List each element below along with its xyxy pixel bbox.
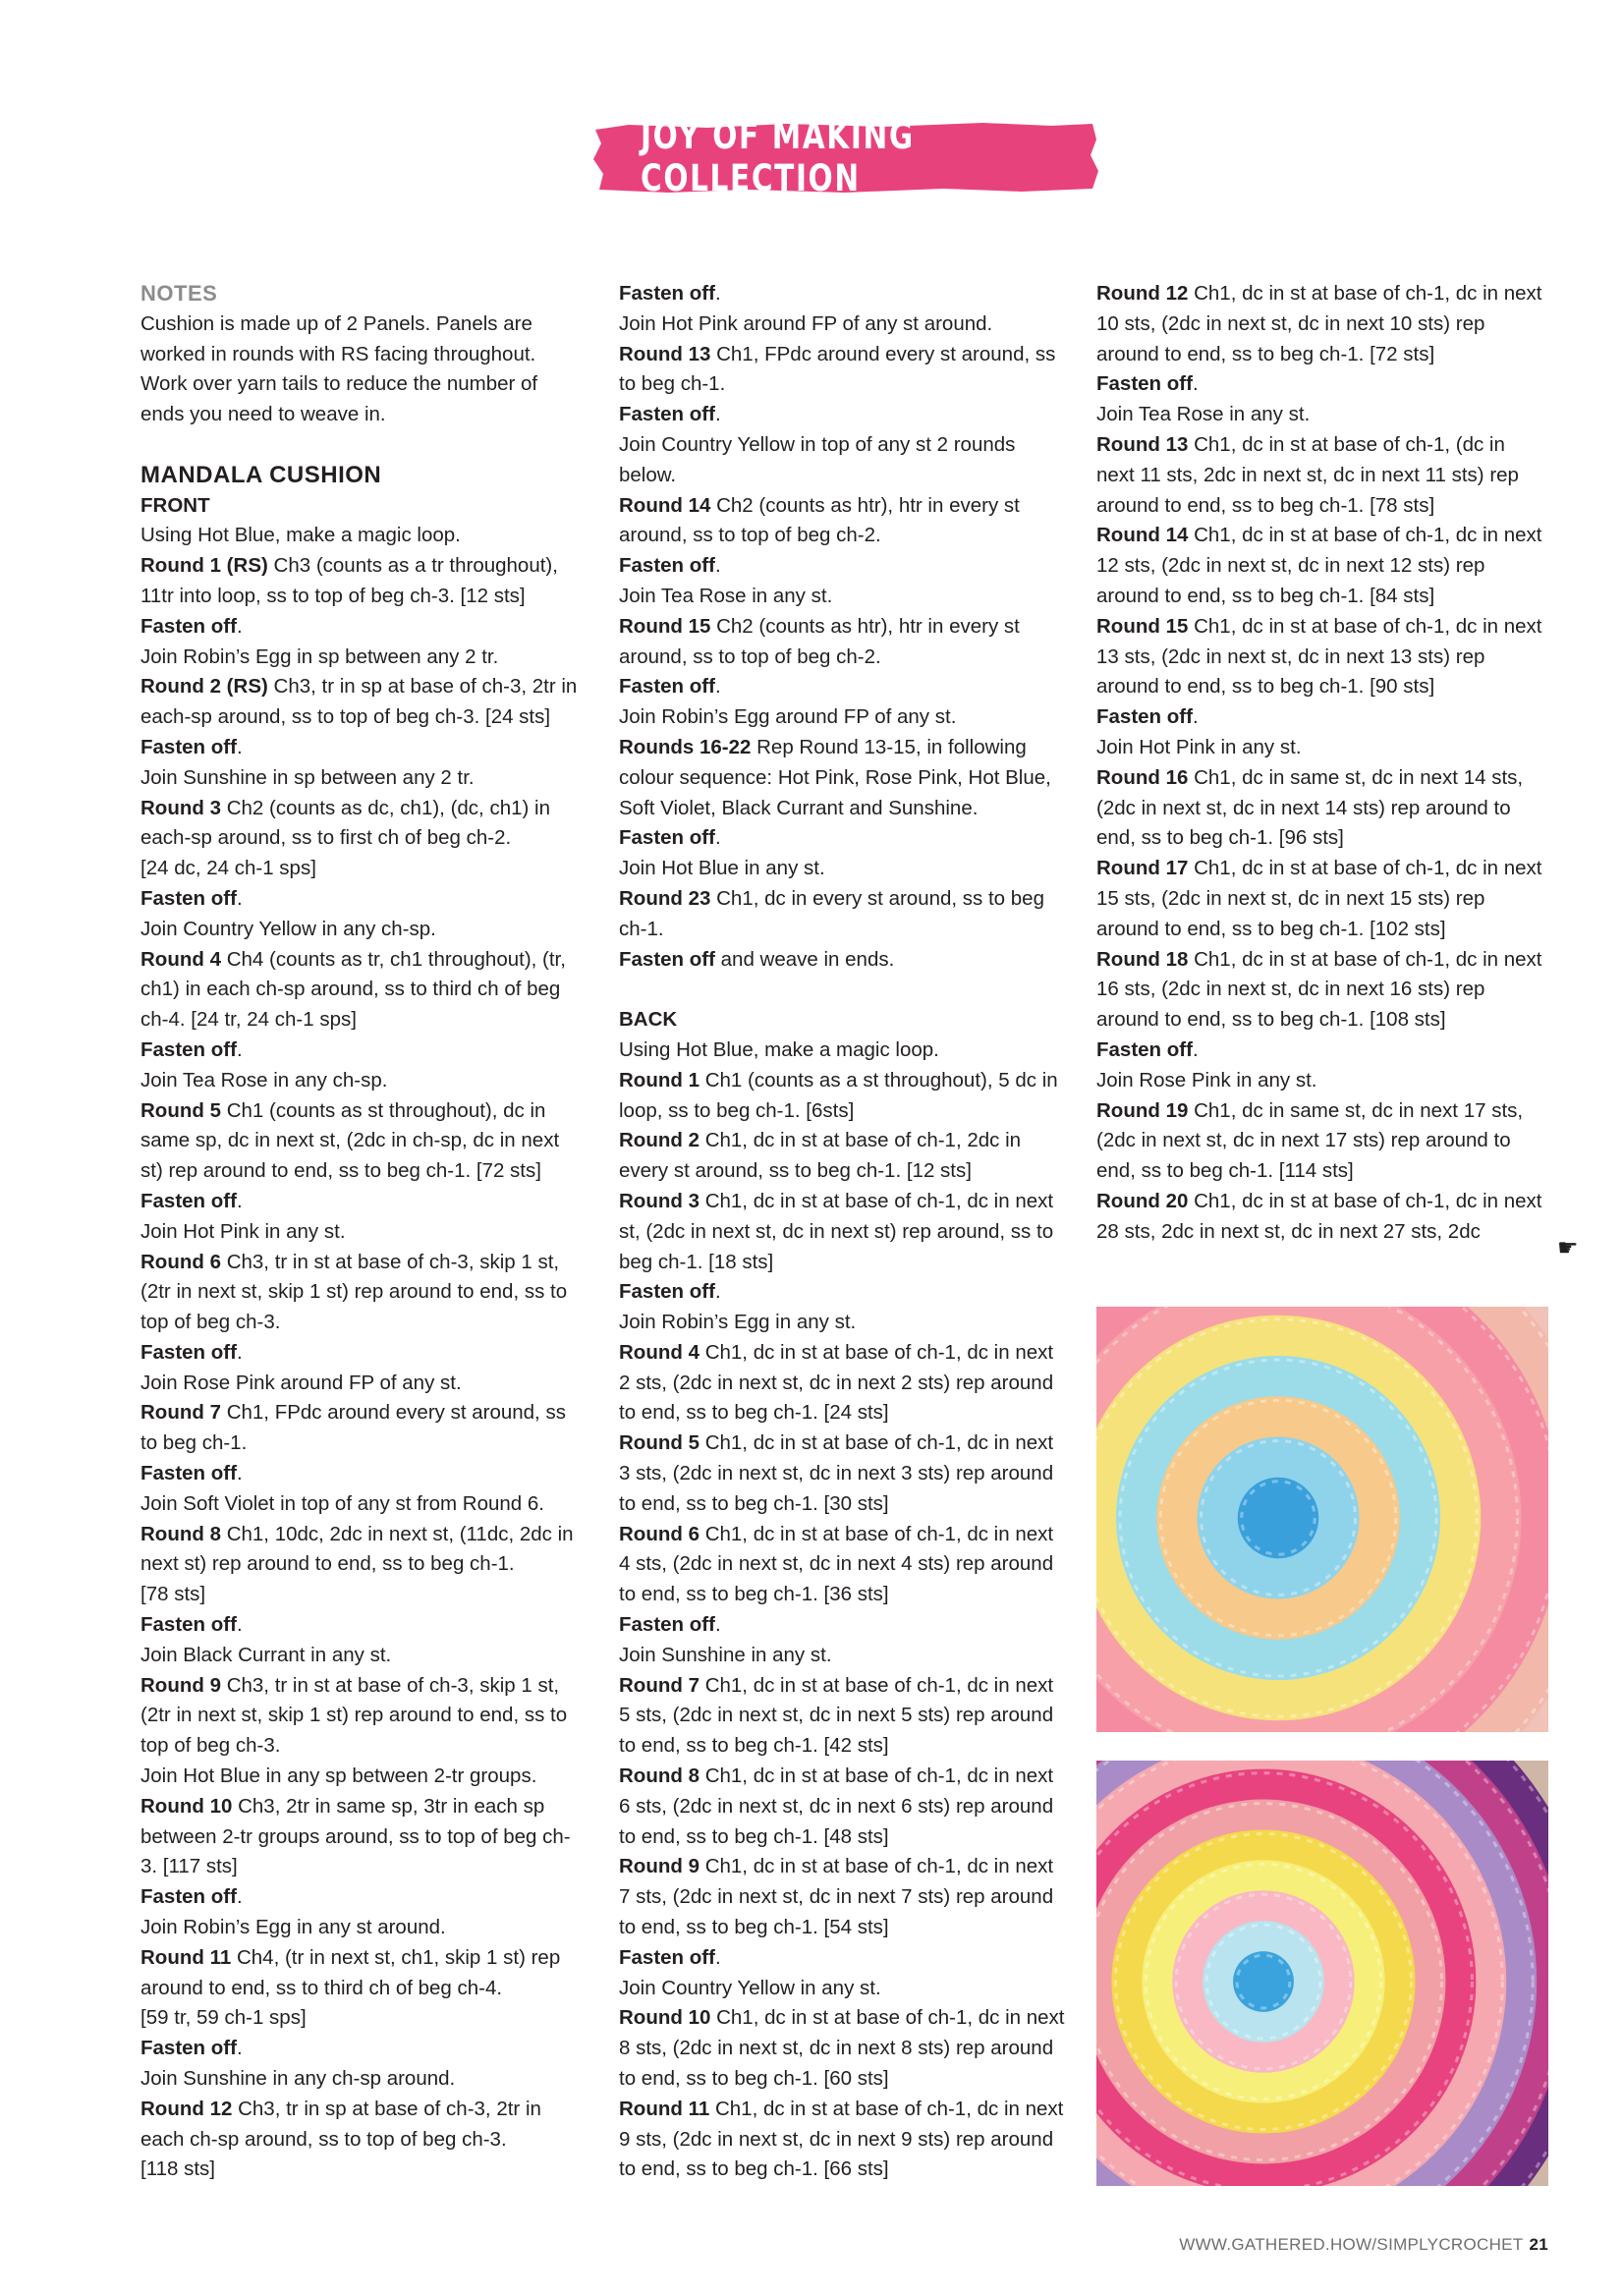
yarn-ring <box>1238 1478 1319 1559</box>
step-text: Ch3 (counts as a tr throughout), 11tr into loop, ss to top of beg ch-3. [12 sts] <box>140 554 558 607</box>
instruction-line <box>140 309 578 430</box>
step-text: Join Hot Pink in any st. <box>1096 735 1302 758</box>
step-label: Fasten off <box>1096 372 1193 396</box>
step-label: Fasten off <box>140 614 237 638</box>
step-text: Join Sunshine in any ch-sp around. <box>140 2067 456 2091</box>
step-label: Round 1 (RS) <box>140 554 268 578</box>
subsection-heading <box>140 491 578 522</box>
instruction-step <box>619 1187 1066 1277</box>
instruction-step <box>140 1248 578 1338</box>
step-label: Fasten off <box>619 403 715 426</box>
instruction-step <box>619 340 1066 401</box>
step-text: Ch3, tr in sp at base of ch-3, 2tr in each-sp around, ss to top of beg ch-3. [24 sts] <box>140 675 578 729</box>
step-text: Ch1, dc in st at base of ch-1, dc in next 7 sts, (2dc in next st, dc in next 7 sts) rep around to end, ss to beg ch-1. [54 sts] <box>619 1855 1054 1939</box>
instruction-step <box>140 1398 578 1459</box>
page-footer <box>1179 2235 1548 2255</box>
step-label: Fasten off <box>619 826 715 850</box>
instruction-step <box>619 1762 1066 1852</box>
step-text: Join Black Currant in any st. <box>140 1643 392 1666</box>
step-text: Ch1, dc in st at base of ch-1, dc in next 15 sts, (2dc in next st, dc in next 15 sts) rep around to end, ss to beg ch-1. [102 sts] <box>1096 857 1542 940</box>
instruction-step <box>619 612 1066 673</box>
step-label: Fasten off <box>140 1189 237 1212</box>
step-label: Round 19 <box>1096 1098 1189 1122</box>
step-text: Join Robin’s Egg in any st around. <box>140 1916 446 1939</box>
page-number: 21 <box>1529 2235 1548 2254</box>
instruction-step <box>140 794 578 855</box>
step-text: . <box>714 675 721 699</box>
instruction-step <box>140 551 578 612</box>
step-text: Ch4 (counts as tr, ch1 throughout), (tr, ch1) in each ch-sp around, ss to third ch of beg ch-4. [24 tr, 24 ch-1 sps] <box>140 947 566 1032</box>
step-text: Ch3, tr in st at base of ch-3, skip 1 st, (2tr in next st, skip 1 st) rep around to end, ss to top of beg ch-3. <box>140 1673 568 1758</box>
instruction-step <box>1096 945 1548 1036</box>
instruction-line <box>140 521 578 551</box>
step-label: Round 11 <box>140 1945 232 1969</box>
step-text: Ch1, dc in st at base of ch-1, (dc in next 11 sts, 2dc in next st, dc in next 11 sts) rep around to end, ss to beg ch-1. [78 sts] <box>1096 432 1519 517</box>
instruction-step <box>619 672 1066 702</box>
instruction-step <box>140 1792 578 1882</box>
step-text: Ch3, tr in sp at base of ch-3, 2tr in each ch-sp around, ss to top of beg ch-3. <box>140 2097 541 2151</box>
step-text: Ch1, dc in same st, dc in next 17 sts, (2dc in next st, dc in next 17 sts) rep around to end, ss to beg ch-1. [114 sts] <box>1096 1098 1524 1183</box>
step-label: Round 6 <box>619 1522 700 1545</box>
instruction-step <box>140 945 578 1036</box>
step-text: Join Tea Rose in any st. <box>1096 403 1311 426</box>
instruction-line <box>140 854 578 884</box>
step-text: Join Country Yellow in any st. <box>619 1976 881 1999</box>
footer-url: WWW.GATHERED.HOW/SIMPLYCROCHET <box>1179 2235 1524 2254</box>
step-label: Round 10 <box>140 1794 233 1818</box>
instruction-step <box>619 1671 1066 1762</box>
step-label: Fasten off <box>140 2037 237 2060</box>
instruction-step <box>619 551 1066 582</box>
instruction-line <box>140 763 578 794</box>
step-text: . <box>236 614 243 638</box>
step-label: Round 7 <box>619 1673 700 1697</box>
instruction-step <box>140 1671 578 1762</box>
step-label: Round 13 <box>1096 432 1189 456</box>
step-text: Join Hot Blue in any sp between 2-tr groups. <box>140 1764 537 1788</box>
instruction-step <box>140 1882 578 1913</box>
front-panel-photo <box>1096 1307 1548 1732</box>
step-label: Round 10 <box>619 2006 711 2030</box>
step-text: . <box>236 735 243 758</box>
step-label: Fasten off <box>619 947 715 971</box>
step-label: Round 2 (RS) <box>140 675 268 699</box>
yarn-ring <box>1233 1951 1294 2012</box>
step-label: Fasten off <box>140 1462 237 1485</box>
instruction-step <box>619 884 1066 945</box>
instruction-line <box>140 1762 578 1792</box>
step-label: Fasten off <box>619 1613 715 1637</box>
instruction-line <box>619 854 1066 884</box>
step-text: [59 tr, 59 ch-1 sps] <box>140 2006 307 2030</box>
instruction-step <box>619 1066 1066 1127</box>
instruction-step <box>1096 854 1548 944</box>
instruction-line <box>619 702 1066 733</box>
step-text: . <box>236 1613 243 1637</box>
step-text: Rep Round 13-15, in following colour sequence: Hot Pink, Rose Pink, Hot Blue, Soft Violet, Black Currant and Sunshine. <box>619 735 1051 819</box>
step-text: . <box>714 1280 721 1304</box>
instruction-line <box>140 1066 578 1096</box>
step-label: Round 4 <box>619 1340 700 1364</box>
step-label: Round 3 <box>140 796 221 819</box>
instruction-line <box>619 430 1066 491</box>
step-label: Fasten off <box>619 1280 715 1304</box>
banner-title: JOY OF MAKING COLLECTION <box>641 115 915 199</box>
step-text: FRONT <box>140 493 210 517</box>
step-label: Fasten off <box>1096 705 1193 729</box>
step-label: Round 4 <box>140 947 221 971</box>
instruction-step <box>140 2034 578 2064</box>
step-text: Ch1, FPdc around every st around, ss to beg ch-1. <box>140 1401 566 1455</box>
step-text: Cushion is made up of 2 Panels. Panels are worked in rounds with RS facing throughout. Work over yarn tails to reduce the number of ends you need to weave in. <box>140 311 538 426</box>
step-text: Ch1, dc in st at base of ch-1, dc in next 2 sts, (2dc in next st, dc in next 2 sts) rep around to end, ss to beg ch-1. [24 sts] <box>619 1340 1054 1425</box>
step-text: Join Country Yellow in any ch-sp. <box>140 917 436 940</box>
instruction-step <box>1096 430 1548 521</box>
instruction-step <box>1096 369 1548 400</box>
step-text: Join Sunshine in sp between any 2 tr. <box>140 765 475 789</box>
section-heading <box>140 461 578 491</box>
step-text: Ch1, dc in st at base of ch-1, dc in next 5 sts, (2dc in next st, dc in next 5 sts) rep around to end, ss to beg ch-1. [42 sts] <box>619 1673 1054 1758</box>
step-text: Using Hot Blue, make a magic loop. <box>619 1037 939 1061</box>
instruction-line <box>140 1913 578 1943</box>
column-1 <box>140 279 578 2185</box>
step-text: Using Hot Blue, make a magic loop. <box>140 524 461 547</box>
step-text: . <box>714 554 721 578</box>
instruction-step <box>140 1338 578 1369</box>
instruction-step <box>140 884 578 915</box>
pointing-hand-icon: ☛ <box>1557 1235 1579 1261</box>
step-text: Join Rose Pink around FP of any st. <box>140 1371 462 1394</box>
step-label: Round 5 <box>619 1431 700 1455</box>
step-text: Join Robin’s Egg in sp between any 2 tr. <box>140 644 499 668</box>
step-text: . <box>714 282 721 305</box>
step-text: Join Robin’s Egg around FP of any st. <box>619 705 957 729</box>
step-text: Join Soft Violet in top of any st from Round 6. <box>140 1491 544 1515</box>
step-label: Fasten off <box>619 1945 715 1969</box>
step-label: Round 17 <box>1096 857 1189 880</box>
notes-heading <box>140 279 578 309</box>
collection-banner <box>589 115 1100 199</box>
step-text: . <box>714 403 721 426</box>
step-label: Fasten off <box>140 886 237 910</box>
step-label: Fasten off <box>619 554 715 578</box>
step-text: . <box>714 1945 721 1969</box>
step-text: Join Tea Rose in any ch-sp. <box>140 1068 388 1092</box>
step-text: Ch4, (tr in next st, ch1, skip 1 st) rep around to end, ss to third ch of beg ch-4. <box>140 1945 561 1999</box>
instruction-step <box>619 1943 1066 1974</box>
step-label: Round 23 <box>619 886 711 910</box>
instruction-step <box>619 1126 1066 1187</box>
step-label: Round 9 <box>140 1673 221 1697</box>
instruction-line <box>619 582 1066 612</box>
step-text: [24 dc, 24 ch-1 sps] <box>140 857 316 880</box>
step-text: Ch3, 2tr in same sp, 3tr in each sp between 2-tr groups around, ss to top of beg ch-3. [117 sts] <box>140 1794 571 1878</box>
instruction-line <box>140 2064 578 2095</box>
step-label: Fasten off <box>140 1340 237 1364</box>
instruction-step <box>619 2095 1066 2185</box>
step-text: Ch1, dc in st at base of ch-1, dc in next 6 sts, (2dc in next st, dc in next 6 sts) rep around to end, ss to beg ch-1. [48 sts] <box>619 1764 1054 1848</box>
instruction-line <box>1096 1066 1548 1096</box>
instruction-line <box>140 2155 578 2185</box>
step-text: Ch1, dc in st at base of ch-1, dc in next 4 sts, (2dc in next st, dc in next 4 sts) rep around to end, ss to beg ch-1. [36 sts] <box>619 1522 1054 1606</box>
step-text: Ch3, tr in st at base of ch-3, skip 1 st, (2tr in next st, skip 1 st) rep around to end, ss to top of beg ch-3. <box>140 1250 568 1334</box>
step-label: Round 9 <box>619 1855 700 1878</box>
instruction-step <box>619 1520 1066 1610</box>
instruction-line <box>619 1308 1066 1338</box>
instruction-line <box>1096 400 1548 430</box>
instruction-line <box>140 1489 578 1520</box>
instruction-step <box>140 1187 578 1217</box>
step-label: Fasten off <box>619 282 715 305</box>
step-text: Join Hot Pink around FP of any st around. <box>619 311 993 335</box>
step-label: Round 20 <box>1096 1189 1189 1212</box>
step-text: . <box>236 1037 243 1061</box>
step-text: Ch2 (counts as htr), htr in every st around, ss to top of beg ch-2. <box>619 493 1020 547</box>
instruction-step <box>1096 763 1548 854</box>
instruction-step <box>140 1943 578 2004</box>
step-text: Ch1, dc in st at base of ch-1, dc in next 13 sts, (2dc in next st, dc in next 13 sts) rep around to end, ss to beg ch-1. [90 sts] <box>1096 614 1542 699</box>
subsection-heading <box>619 1005 1066 1036</box>
step-text: Ch1, dc in st at base of ch-1, 2dc in every st around, ss to beg ch-1. [12 sts] <box>619 1129 1022 1183</box>
step-text: . <box>236 1885 243 1909</box>
instruction-step <box>140 1036 578 1066</box>
instruction-step <box>619 945 1066 976</box>
instruction-line <box>619 1036 1066 1066</box>
step-text: Join Robin’s Egg in any st. <box>619 1311 857 1334</box>
step-text: Ch1, dc in st at base of ch-1, dc in next 3 sts, (2dc in next st, dc in next 3 sts) rep around to end, ss to beg ch-1. [30 sts] <box>619 1431 1054 1515</box>
instruction-step <box>140 1610 578 1641</box>
instruction-step <box>619 1338 1066 1428</box>
instruction-line <box>140 1217 578 1248</box>
step-text: Join Tea Rose in any st. <box>619 584 833 607</box>
step-text: Ch1, dc in same st, dc in next 14 sts, (2dc in next st, dc in next 14 sts) rep around to end, ss to beg ch-1. [96 sts] <box>1096 765 1524 850</box>
step-text: . <box>236 1462 243 1485</box>
step-label: Round 3 <box>619 1189 700 1212</box>
step-text: Ch1, dc in st at base of ch-1, dc in next 10 sts, (2dc in next st, dc in next 10 sts) rep around to end, ss to beg ch-1. [72 sts] <box>1096 282 1542 365</box>
instruction-line <box>140 915 578 945</box>
back-panel-photo <box>1096 1761 1548 2186</box>
instruction-step <box>619 823 1066 854</box>
step-text: Ch1 (counts as st throughout), dc in same sp, dc in next st, (2dc in ch-sp, dc in next st) rep around to end, ss to beg ch-1. [72 sts] <box>140 1098 560 1183</box>
instruction-step <box>140 2095 578 2156</box>
instruction-step <box>1096 1036 1548 1066</box>
instruction-step <box>619 1852 1066 1942</box>
step-label: Round 14 <box>619 493 711 517</box>
instruction-step <box>1096 1096 1548 1187</box>
step-label: Fasten off <box>140 1885 237 1909</box>
instruction-step <box>1096 279 1548 369</box>
instruction-line <box>140 643 578 673</box>
step-text: Join Sunshine in any st. <box>619 1643 832 1666</box>
instruction-step <box>1096 521 1548 611</box>
step-label: Round 2 <box>619 1129 700 1152</box>
step-label: Round 6 <box>140 1250 221 1273</box>
step-label: Round 1 <box>619 1068 700 1092</box>
step-text: Join Country Yellow in top of any st 2 rounds below. <box>619 432 1016 486</box>
instruction-step <box>1096 702 1548 733</box>
column-2 <box>619 279 1066 2185</box>
instruction-step <box>619 491 1066 552</box>
step-label: Round 15 <box>619 614 711 638</box>
step-label: Round 12 <box>140 2097 233 2120</box>
step-text: . <box>236 2037 243 2060</box>
instruction-step <box>619 279 1066 309</box>
step-text: Join Hot Blue in any st. <box>619 857 825 880</box>
instruction-step <box>140 733 578 763</box>
step-label: Fasten off <box>140 1037 237 1061</box>
step-label: Fasten off <box>1096 1037 1193 1061</box>
instruction-step <box>140 672 578 733</box>
step-text: . <box>714 826 721 850</box>
step-text: Ch1, dc in st at base of ch-1, dc in next 9 sts, (2dc in next st, dc in next 9 sts) rep around to end, ss to beg ch-1. [66 sts] <box>619 2097 1064 2181</box>
step-text: Ch1, 10dc, 2dc in next st, (11dc, 2dc in next st) rep around to end, ss to beg ch-1. <box>140 1522 574 1576</box>
instruction-step <box>140 1096 578 1187</box>
step-label: Round 18 <box>1096 947 1189 971</box>
instruction-step <box>619 733 1066 823</box>
step-text: Join Rose Pink in any st. <box>1096 1068 1317 1092</box>
step-text: Join Hot Pink in any st. <box>140 1219 346 1243</box>
step-label: Fasten off <box>619 675 715 699</box>
step-text: Ch2 (counts as dc, ch1), (dc, ch1) in each-sp around, ss to first ch of beg ch-2. <box>140 796 550 850</box>
step-text: Ch1, dc in st at base of ch-1, dc in next 8 sts, (2dc in next st, dc in next 8 sts) rep around to end, ss to beg ch-1. [60 sts] <box>619 2006 1065 2091</box>
step-text: NOTES <box>140 281 218 306</box>
step-text: Ch1 (counts as a st throughout), 5 dc in loop, ss to beg ch-1. [6sts] <box>619 1068 1058 1122</box>
step-text: Ch2 (counts as htr), htr in every st around, ss to top of beg ch-2. <box>619 614 1020 668</box>
step-label: Round 8 <box>140 1522 221 1545</box>
instruction-line <box>619 1641 1066 1671</box>
step-label: Round 14 <box>1096 524 1189 547</box>
step-text: and weave in ends. <box>714 947 895 971</box>
step-text: Ch1, dc in st at base of ch-1, dc in next 12 sts, (2dc in next st, dc in next 12 sts) rep around to end, ss to beg ch-1. [84 sts] <box>1096 524 1542 607</box>
step-text: . <box>236 1340 243 1364</box>
instruction-step <box>619 400 1066 430</box>
instruction-step <box>619 2003 1066 2094</box>
instruction-step <box>140 1459 578 1489</box>
instruction-line <box>1096 733 1548 763</box>
step-label: Round 12 <box>1096 282 1189 305</box>
step-text: Ch1, dc in every st around, ss to beg ch-1. <box>619 886 1044 940</box>
step-text: . <box>1192 1037 1199 1061</box>
step-label: Fasten off <box>140 735 237 758</box>
step-text: Ch1, dc in st at base of ch-1, dc in next st, (2dc in next st, dc in next st) rep around, ss to beg ch-1. [18 sts] <box>619 1189 1054 1273</box>
step-text: [78 sts] <box>140 1583 206 1606</box>
step-label: Fasten off <box>140 1613 237 1637</box>
step-text: Ch1, dc in st at base of ch-1, dc in next 28 sts, 2dc in next st, dc in next 27 sts, 2dc <box>1096 1189 1542 1243</box>
instruction-line <box>140 1641 578 1671</box>
step-text: BACK <box>619 1008 678 1032</box>
instruction-step <box>140 612 578 643</box>
step-text: . <box>236 886 243 910</box>
instruction-line <box>140 1369 578 1399</box>
instruction-step <box>1096 1187 1548 1248</box>
instruction-step <box>619 1277 1066 1308</box>
step-text: MANDALA CUSHION <box>140 461 382 488</box>
instruction-step <box>619 1428 1066 1519</box>
instruction-step <box>140 1520 578 1581</box>
instruction-line <box>140 2003 578 2034</box>
step-text: Ch1, FPdc around every st around, ss to beg ch-1. <box>619 342 1056 396</box>
step-label: Round 7 <box>140 1401 221 1425</box>
step-label: Round 13 <box>619 342 711 365</box>
step-label: Round 16 <box>1096 765 1189 789</box>
step-text: . <box>236 1189 243 1212</box>
instruction-line <box>140 1580 578 1610</box>
instruction-line <box>619 309 1066 340</box>
step-text: Ch1, dc in st at base of ch-1, dc in next 16 sts, (2dc in next st, dc in next 16 sts) rep around to end, ss to beg ch-1. [108 sts] <box>1096 947 1542 1032</box>
step-label: Round 15 <box>1096 614 1189 638</box>
step-text: . <box>1192 705 1199 729</box>
step-label: Round 8 <box>619 1764 700 1788</box>
instruction-step <box>619 1610 1066 1641</box>
column-3 <box>1096 279 1548 1248</box>
step-text: [118 sts] <box>140 2157 215 2181</box>
step-label: Round 5 <box>140 1098 221 1122</box>
step-text: . <box>714 1613 721 1637</box>
instruction-step <box>1096 612 1548 702</box>
step-label: Rounds 16-22 <box>619 735 752 758</box>
instruction-line <box>619 1974 1066 2004</box>
step-text: . <box>1192 372 1199 396</box>
step-label: Round 11 <box>619 2097 710 2120</box>
